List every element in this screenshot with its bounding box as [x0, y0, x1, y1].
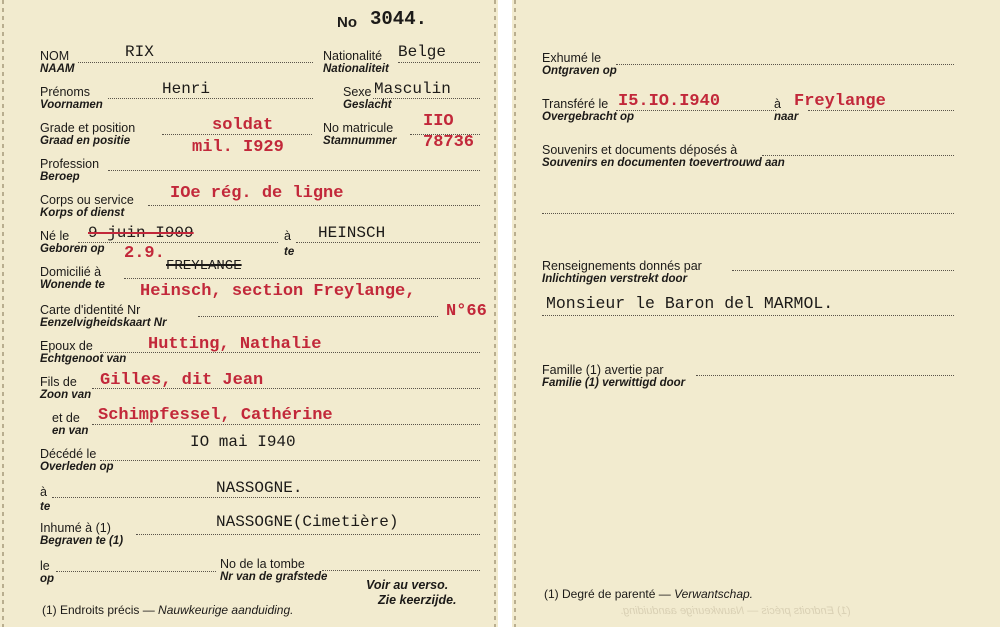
renseignements-value: Monsieur le Baron del MARMOL.	[546, 294, 834, 313]
perforation-left	[514, 0, 516, 627]
souvenirs-line-1	[762, 155, 954, 156]
renseignements-label: Renseignements donnés par	[542, 259, 702, 273]
ne-label: Né le	[40, 229, 70, 243]
transfere-a-label: à	[774, 97, 781, 111]
graad-label: Graad en positie	[40, 135, 131, 147]
domicile-struck: FREYLANGE	[166, 258, 242, 274]
stamnummer-label: Stamnummer	[323, 135, 397, 147]
souvenirs-line-2	[542, 213, 954, 214]
bleed-through-text: (1) Endroits précis — Nauwkeurige aanduiding.	[620, 605, 851, 617]
perforation-right	[494, 0, 496, 627]
exhume-label: Exhumé le	[542, 51, 602, 65]
matricule-value-1: IIO	[423, 112, 454, 131]
front-footnote	[42, 604, 293, 616]
transfere-place: Freylange	[794, 92, 886, 111]
begraven-label: Begraven te (1)	[40, 535, 124, 547]
ne-correction: 2.9.	[124, 244, 165, 263]
inhume-value: NASSOGNE(Cimetière)	[216, 513, 399, 531]
corps-line	[148, 205, 480, 206]
envan-label: en van	[52, 425, 89, 437]
beroep-label: Beroep	[40, 171, 80, 183]
grafstede-label: Nr van de grafstede	[220, 571, 328, 583]
epoux-value: Hutting, Nathalie	[148, 335, 322, 354]
zoon-label: Zoon van	[40, 389, 92, 401]
sexe-value: Masculin	[374, 80, 451, 98]
nationaliteit-label: Nationaliteit	[323, 63, 389, 75]
familie-label: Familie (1) verwittigd door	[542, 377, 686, 389]
domicile-line	[124, 278, 480, 279]
front-footnote-nl: Nauwkeurige aanduiding.	[158, 603, 294, 617]
prenoms-line	[108, 98, 313, 99]
perforation-left	[2, 0, 4, 627]
prenoms-label: Prénoms	[40, 85, 91, 99]
back-footnote	[544, 588, 753, 600]
matricule-value-2: 78736	[423, 133, 475, 152]
renseignements-line-1	[732, 270, 954, 271]
etde-label: et de	[52, 411, 80, 425]
ne-date-text: 9 juin I909	[88, 224, 194, 242]
decede-value: IO mai I940	[190, 433, 296, 451]
sexe-line	[373, 98, 480, 99]
fils-value: Gilles, dit Jean	[100, 371, 264, 390]
famille-label: Famille (1) avertie par	[542, 363, 664, 377]
domicile-number: N°66	[446, 302, 487, 321]
echtgenoot-label: Echtgenoot van	[40, 353, 127, 365]
renseignements-line-2	[542, 315, 954, 316]
geslacht-label: Geslacht	[343, 99, 392, 111]
ne-place: HEINSCH	[318, 224, 386, 242]
nom-line	[78, 62, 313, 63]
ne-a-label: à	[284, 229, 291, 243]
prenoms-value: Henri	[162, 80, 211, 98]
famille-line	[696, 375, 954, 376]
corps-value: IOe rég. de ligne	[170, 184, 344, 203]
nom-label: NOM	[40, 49, 70, 63]
wonende-label: Wonende te	[40, 279, 105, 291]
domicile-value: Heinsch, section Freylange,	[140, 282, 416, 301]
tombe-date-line	[56, 571, 216, 572]
transfere-date: I5.IO.I940	[618, 92, 721, 111]
sexe-label: Sexe	[343, 85, 372, 99]
inhume-line	[136, 534, 480, 535]
decede-label: Décédé le	[40, 447, 97, 461]
ne-te-label: te	[284, 246, 295, 258]
inhume-label: Inhumé à (1)	[40, 521, 111, 535]
profession-label: Profession	[40, 157, 100, 171]
inlichtingen-label: Inlichtingen verstrekt door	[542, 273, 688, 285]
corps-label: Corps ou service	[40, 193, 134, 207]
lieu-value: NASSOGNE.	[216, 479, 303, 497]
nom-value: RIX	[125, 43, 154, 61]
card-front	[0, 0, 498, 627]
geboren-label: Geboren op	[40, 243, 105, 255]
voornamen-label: Voornamen	[40, 99, 103, 111]
souvenirs-nl-label: Souvenirs en documenten toevertrouwd aan	[542, 157, 785, 169]
back-footnote-fr: (1) Degré de parenté —	[544, 587, 671, 601]
ne-date	[88, 225, 194, 241]
matricule-label: No matricule	[323, 121, 394, 135]
ontgraven-label: Ontgraven op	[542, 65, 617, 77]
back-footnote-nl: Verwantschap.	[674, 587, 754, 601]
profession-line	[108, 170, 480, 171]
carte-label: Carte d'identité Nr	[40, 303, 141, 317]
etde-value: Schimpfessel, Cathérine	[98, 406, 333, 425]
korps-label: Korps of dienst	[40, 207, 125, 219]
overleden-label: Overleden op	[40, 461, 114, 473]
verso-fr: Voir au verso.	[366, 578, 449, 592]
tombe-label: No de la tombe	[220, 557, 305, 571]
domicile-label: Domicilié à	[40, 265, 102, 279]
card-number: 3044.	[370, 8, 428, 30]
exhume-line	[616, 64, 954, 65]
ne-place-line	[296, 242, 480, 243]
nationalite-line	[398, 62, 480, 63]
nationalite-value: Belge	[398, 43, 447, 61]
front-footnote-fr: (1) Endroits précis —	[42, 603, 155, 617]
number-label: No	[337, 14, 357, 31]
eenzelvigheid-label: Eenzelvigheidskaart Nr	[40, 317, 167, 329]
lieu-a-label: à	[40, 485, 47, 499]
transfere-label: Transféré le	[542, 97, 609, 111]
overgebracht-label: Overgebracht op	[542, 111, 635, 123]
tombe-le-label: le	[40, 559, 50, 573]
grade-value-1: soldat	[212, 116, 274, 135]
tombe-line	[322, 570, 480, 571]
fils-label: Fils de	[40, 375, 77, 389]
card-back	[512, 0, 1000, 627]
grade-value-2: mil. I929	[192, 138, 284, 157]
decede-line	[100, 460, 480, 461]
nationalite-label: Nationalité	[323, 49, 383, 63]
lieu-line	[52, 497, 480, 498]
naam-label: NAAM	[40, 63, 75, 75]
grade-label: Grade et position	[40, 121, 136, 135]
carte-line	[198, 316, 438, 317]
tombe-op-label: op	[40, 573, 55, 585]
souvenirs-label: Souvenirs et documents déposés à	[542, 143, 738, 157]
lieu-te-label: te	[40, 501, 51, 513]
verso-nl: Zie keerzijde.	[378, 593, 457, 607]
ne-line	[78, 242, 278, 243]
epoux-label: Epoux de	[40, 339, 93, 353]
transfere-naar-label: naar	[774, 111, 799, 123]
